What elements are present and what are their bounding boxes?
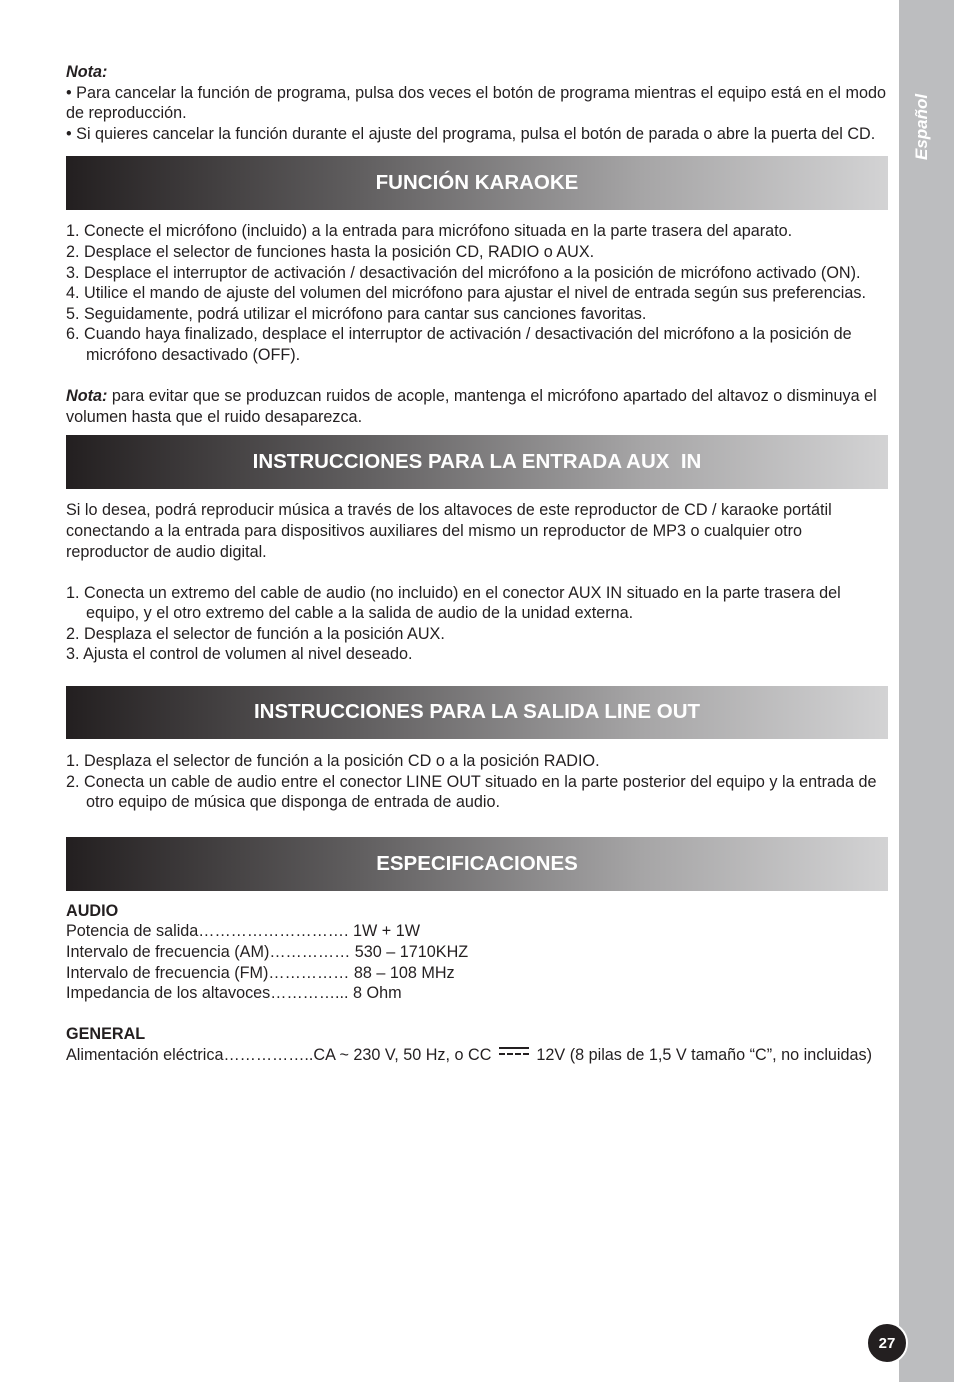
general-heading: GENERAL bbox=[66, 1025, 146, 1044]
lineout-step-2: 2. Conecta un cable de audio entre el conector LINE OUT situado en la parte posterior del equipo y la entrada de otro equipo de música que disponga de entrada de audio. bbox=[66, 772, 877, 812]
karaoke-step-2: 2. Desplace el selector de funciones hasta la posición CD, RADIO o AUX. bbox=[66, 242, 595, 261]
note-top-label: Nota: bbox=[66, 63, 108, 81]
karaoke-step-4: 4. Utilice el mando de ajuste del volumen del micrófono para ajustar el nivel de entrada según sus preferencias. bbox=[66, 284, 866, 303]
note-top-bullet-1: • Para cancelar la función de programa, pulsa dos veces el botón de programa mientras el equipo está en el modo de reproducción. bbox=[66, 83, 887, 123]
aux-steps bbox=[66, 583, 888, 665]
spec-power-supply bbox=[66, 1045, 888, 1066]
aux-section-header bbox=[66, 435, 888, 489]
dc-symbol-icon bbox=[499, 1047, 529, 1059]
lineout-section-header bbox=[66, 686, 888, 739]
karaoke-note-label: Nota: bbox=[66, 387, 108, 406]
spec-fm-range: Intervalo de frecuencia (FM)…………… 88 – 108 MHz bbox=[66, 963, 455, 982]
audio-heading: AUDIO bbox=[66, 901, 119, 920]
lineout-step-1: 1. Desplaza el selector de función a la posición CD o a la posición RADIO. bbox=[66, 752, 600, 771]
spec-am-range: Intervalo de frecuencia (AM)…………… 530 – 1710KHZ bbox=[66, 943, 469, 962]
lineout-title: INSTRUCCIONES PARA LA SALIDA LINE OUT bbox=[253, 700, 701, 724]
aux-step-3: 3. Ajusta el control de volumen al nivel deseado. bbox=[66, 645, 413, 664]
specs-section-header bbox=[66, 837, 888, 891]
lineout-steps bbox=[66, 751, 888, 813]
aux-title: INSTRUCCIONES PARA LA ENTRADA AUX IN bbox=[252, 450, 702, 474]
power-text-after: 12V (8 pilas de 1,5 V tamaño “C”, no incluidas) bbox=[531, 1046, 873, 1064]
page-content bbox=[66, 62, 888, 1066]
karaoke-steps bbox=[66, 221, 888, 365]
aux-step-2: 2. Desplaza el selector de función a la posición AUX. bbox=[66, 624, 445, 643]
karaoke-note bbox=[66, 386, 888, 427]
karaoke-step-3: 3. Desplace el interruptor de activación / desactivación del micrófono a la posición de micrófono activado (ON). bbox=[66, 263, 861, 282]
karaoke-step-6: 6. Cuando haya finalizado, desplace el interruptor de activación / desactivación del micrófono a la posición de micrófono desactivado (OFF). bbox=[66, 325, 852, 364]
karaoke-step-1: 1. Conecte el micrófono (incluido) a la entrada para micrófono situada en la parte trasera del aparato. bbox=[66, 222, 793, 241]
page-number: 27 bbox=[866, 1322, 908, 1364]
note-top-bullet-2: • Si quieres cancelar la función durante el ajuste del programa, pulsa el botón de parada o abre la puerta del CD. bbox=[66, 124, 876, 143]
specs-title: ESPECIFICACIONES bbox=[376, 851, 578, 875]
karaoke-note-text: para evitar que se produzcan ruidos de acople, mantenga el micrófono apartado del altavoz o disminuya el volumen hasta que el ruido desaparezca. bbox=[66, 387, 877, 426]
karaoke-title: FUNCIÓN KARAOKE bbox=[375, 171, 579, 195]
language-label: Español bbox=[912, 93, 931, 160]
karaoke-section-header bbox=[66, 156, 888, 210]
karaoke-step-5: 5. Seguidamente, podrá utilizar el micrófono para cantar sus canciones favoritas. bbox=[66, 304, 647, 323]
aux-intro: Si lo desea, podrá reproducir música a través de los altavoces de este reproductor de CD / karaoke portátil conectando a la entrada para dispositivos auxiliares del mismo un reproductor de MP3 o cualquier otro reproductor de audio digital. bbox=[66, 501, 832, 561]
aux-step-1: 1. Conecta un extremo del cable de audio (no incluido) en el conector AUX IN situado en la parte trasera del equipo, y el otro extremo del cable a la salida de audio de la unidad externa. bbox=[66, 583, 841, 623]
language-sidebar bbox=[899, 0, 954, 1382]
power-text-before: Alimentación eléctrica……………..CA ~ 230 V, 50 Hz, o CC bbox=[66, 1046, 496, 1064]
spec-impedance: Impedancia de los altavoces…………... 8 Ohm bbox=[66, 984, 402, 1003]
spec-output-power: Potencia de salida………………………. 1W + 1W bbox=[66, 922, 420, 941]
